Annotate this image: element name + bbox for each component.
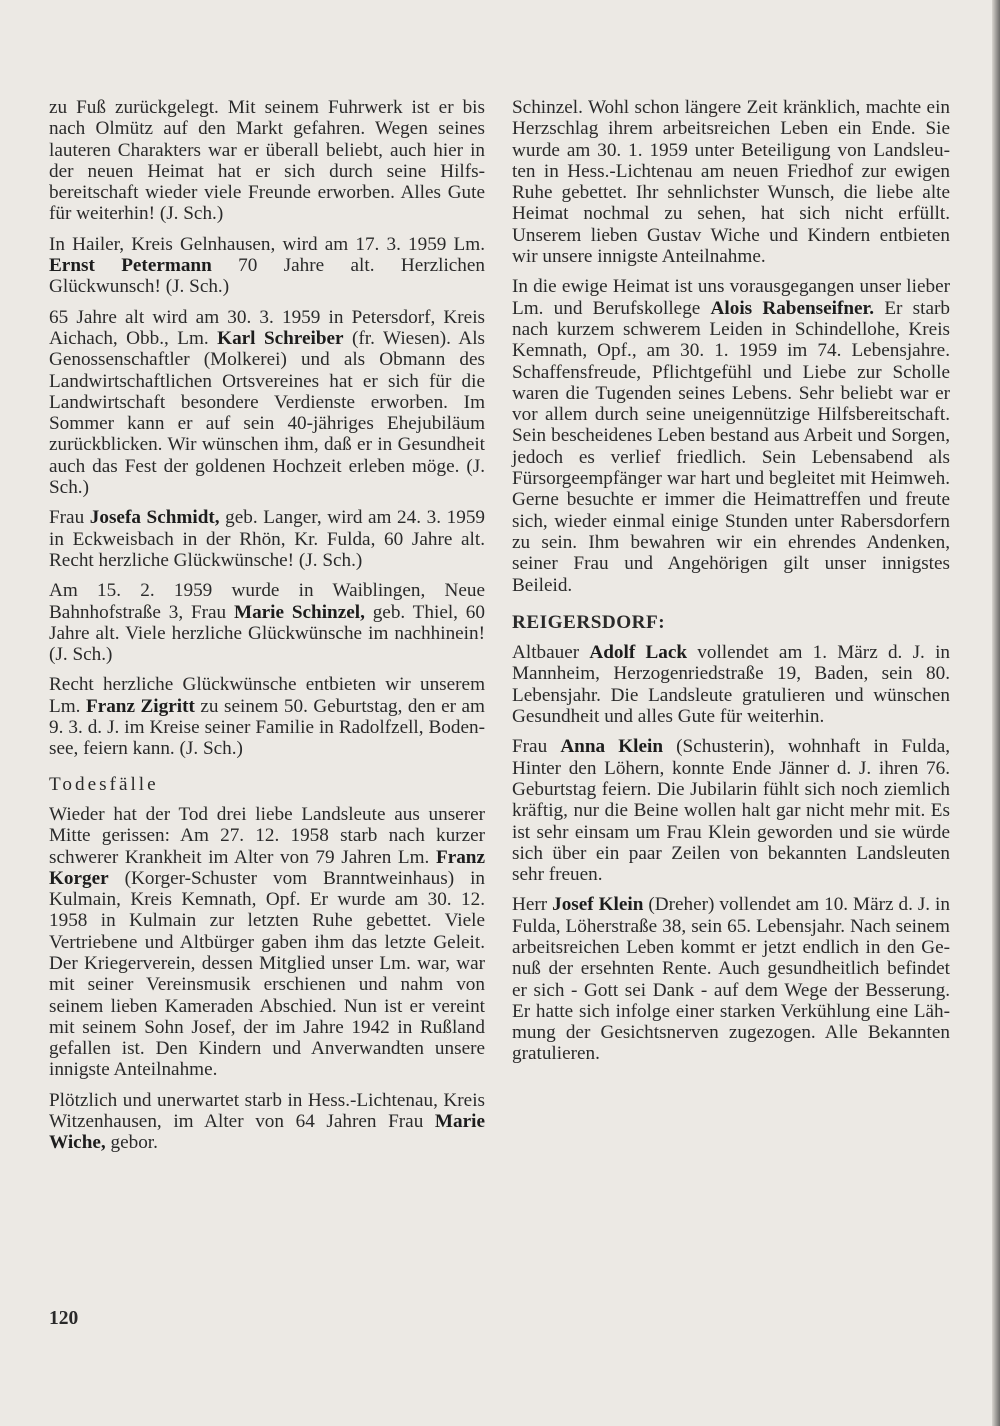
text-segment: Er starb nach kurzem schwerem Leiden in Schindellohe, Kreis Kemnath, Opf., am 30. 1. 1959 im 74. Lebensjahre. Schaffensfreude, Pflichtgefühl und Liebe zur Scholle waren die Tugenden seines Lebens. Sehr beliebt war er vor allem durch seine uneigennützige Hilfsbereitschaft. Sein bescheidenes Leben bestand aus Arbeit und Sorgen, jedoch es verlief friedlich. Sein Lebensabend als Fürsorgeempfänger war hart und begleitet mit Heimweh. Gerne besuchte er immer die Heimattreffen und freute sich, wieder einmal einige Stunden unter Rabersdorfern zu sein. Ihm bewahren wir ein ehrendes Andenken, seiner Frau und Angehörigen gilt unser innigstes Beileid. (512, 297, 950, 596)
paragraph-anna-klein (512, 736, 950, 885)
person-name: Adolf Lack (589, 642, 688, 664)
person-name: Ernst Petermann (49, 255, 212, 277)
paragraph-wiche (49, 1090, 485, 1154)
text-segment: 70 Jahre alt. Herzlichen Glückwunsch! (J. Sch.) (49, 255, 486, 298)
text-segment: Frau (512, 736, 561, 758)
section-heading-reigersdorf: REIGERSDORF: (512, 611, 666, 633)
text-segment: Herr (512, 894, 553, 916)
text-segment: Am 15. 2. 1959 wurde in Waiblingen, Neue Bahnhofstraße 3, Frau (49, 580, 485, 623)
person-name: Marie Wiche, (49, 1111, 485, 1154)
right-column (512, 97, 950, 1065)
binding-edge (992, 0, 1000, 1426)
text-segment: (Dreher) vollendet am 10. März d. J. in Fulda, Löherstraße 38, sein 65. Lebensjahr. Nach seinem arbeitsreichen Leben kommt er jetzt endlich in den Genuß der ersehnten Rente. Auch gesundheitlich befindet er sich - Gott sei Dank - auf dem Wege der Besserung. Er hatte sich infolge einer starken Verkühlung eine Lähmung der Gesichtsnerven zugezogen. Alle Bekannten gratulieren. (512, 894, 950, 1065)
paragraph-fuhrwerk: zu Fuß zurückgelegt. Mit seinem Fuhrwerk ist er bis nach Olmütz auf den Markt gefahren. Wegen seines lauteren Charakters war er überall beliebt, auch hier in der neuen Heimat hat er sich durch seine Hilfsbereitschaft wieder viele Freunde erworben. Alles Gute für weiterhin! (J. Sch.) (49, 97, 485, 225)
text-segment: Altbauer (512, 642, 590, 664)
person-name: Franz Korger (49, 846, 485, 889)
person-name: Josef Klein (552, 894, 644, 916)
text-segment: Frau (49, 507, 90, 529)
text-segment: In Hailer, Kreis Gelnhausen, wird am 17. 3. 1959 Lm. (49, 233, 485, 255)
text-segment: Wieder hat der Tod drei liebe Landsleute aus unserer Mitte gerissen: Am 27. 12. 1958 starb nach kurzer schwerer Krankheit im Alter von 79 Jahren Lm. (49, 803, 485, 868)
person-name: Karl Schreiber (217, 327, 344, 349)
paragraph-josef-klein (512, 894, 950, 1064)
text-segment: geb. Langer, wird am 24. 3. 1959 in Eckweisbach in der Rhön, Kr. Fulda, 60 Jahre alt. Recht herzliche Glückwünsche! (J. Sch.) (49, 507, 486, 571)
paragraph-petermann (49, 234, 485, 298)
person-name: Franz Zigritt (85, 695, 195, 717)
left-column (49, 97, 485, 1154)
person-name: Josefa Schmidt, (89, 507, 220, 529)
paragraph-wiche-continued: Schinzel. Wohl schon längere Zeit kränklich, machte ein Herzschlag ihrem arbeitsreichen Leben ein Ende. Sie wurde am 30. 1. 1959 unter Beteiligung von Landsleuten in Hess.-Lichtenau am neuen Friedhof zur ewigen Ruhe gebettet. Ihr sehnlichster Wunsch, die liebe alte Heimat nochmal zu sehen, hat sich nicht erfüllt. Unserem lieben Gustav Wiche und Kindern entbieten wir unsere innigste Anteilnahme. (512, 97, 950, 268)
text-segment: Plötzlich und unerwartet starb in Hess.-Lichtenau, Kreis Witzenhausen, im Alter von 64 Jahren Frau (49, 1089, 485, 1133)
text-segment: (Korger-Schuster vom Branntweinhaus) in Kulmain, Kreis Kemnath, Opf. Er wurde am 30. 12. 1958 in Kulmain zur letzten Ruhe gebettet. Viele Vertriebene und Altbürger gaben ihm das letzte Geleit. Der Kriegerverein, dessen Mitglied unser Lm. war, war mit seiner Vereinsmusik erschienen und nahm von seinem lieben Kameraden Abschied. Nun ist er vereint mit seinem Sohn Josef, der im Jahre 1942 in Rußland gefallen ist. Den Kindern und Anverwandten unsere innigste Anteilnahme. (49, 867, 485, 1081)
paragraph-schmidt (49, 507, 485, 571)
text-segment: In die ewige Heimat ist uns vorausgegangen unser lieber Lm. und Berufskollege (512, 276, 950, 319)
text-segment: gebor. (105, 1132, 158, 1154)
paragraph-zigritt (49, 674, 485, 759)
text-segment: Recht herzliche Glückwünsche entbieten wir unserem Lm. (49, 674, 485, 717)
paragraph-lack (512, 642, 950, 727)
section-heading-todesfaelle: Todesfälle (49, 773, 159, 795)
text-segment: (Schusterin), wohnhaft in Fulda, Hinter den Löhern, konnte Ende Jänner d. J. ihren 76. Geburtstag feiern. Die Jubilarin fühlt sich noch ziemlich kräftig, nur die Beine wollen halt gar nicht mehr mit. Es ist sehr einsam um Frau Klein geworden und sie würde sich über ein paar Zeilen von bekannten Landsleuten sehr freuen. (512, 736, 951, 886)
paragraph-korger (49, 804, 485, 1081)
person-name: Alois Rabenseifner. (710, 297, 875, 319)
text-segment: geb. Thiel, 60 Jahre alt. Viele herzliche Glückwünsche im nachhinein! (J. Sch.) (49, 601, 485, 666)
text-segment: vollendet am 1. März d. J. in Mannheim, Herzogenriedstraße 19, Baden, sein 80. Lebensjahr. Die Landsleute gratulieren und wünschen Gesundheit und alles Gute für weiterhin. (512, 642, 951, 728)
paragraph-schreiber (49, 307, 485, 499)
person-name: Anna Klein (560, 736, 664, 758)
text-segment: (fr. Wiesen). Als Genossenschaftler (Molkerei) und als Obmann des Landwirtschaftlichen Ortsvereines hat er sich für die Landwirtschaft besondere Verdienste erworben. Im Sommer kann er auf sein 40-jähriges Ehejubiläum zurückblicken. Wir wünschen ihm, daß er in Gesundheit auch das Fest der goldenen Hochzeit erleben möge. (J. Sch.) (49, 327, 485, 499)
person-name: Marie Schinzel, (233, 601, 365, 623)
page-number: 120 (49, 1308, 79, 1329)
text-segment: zu seinem 50. Geburtstag, den er am 9. 3. d. J. im Kreise seiner Familie in Radolfzell, Bodensee, feiern kann. (J. Sch.) (49, 695, 485, 760)
text-segment: 65 Jahre alt wird am 30. 3. 1959 in Petersdorf, Kreis Aichach, Obb., Lm. (49, 306, 485, 349)
paragraph-rabenseifner (512, 276, 950, 595)
paragraph-schinzel (49, 580, 485, 665)
